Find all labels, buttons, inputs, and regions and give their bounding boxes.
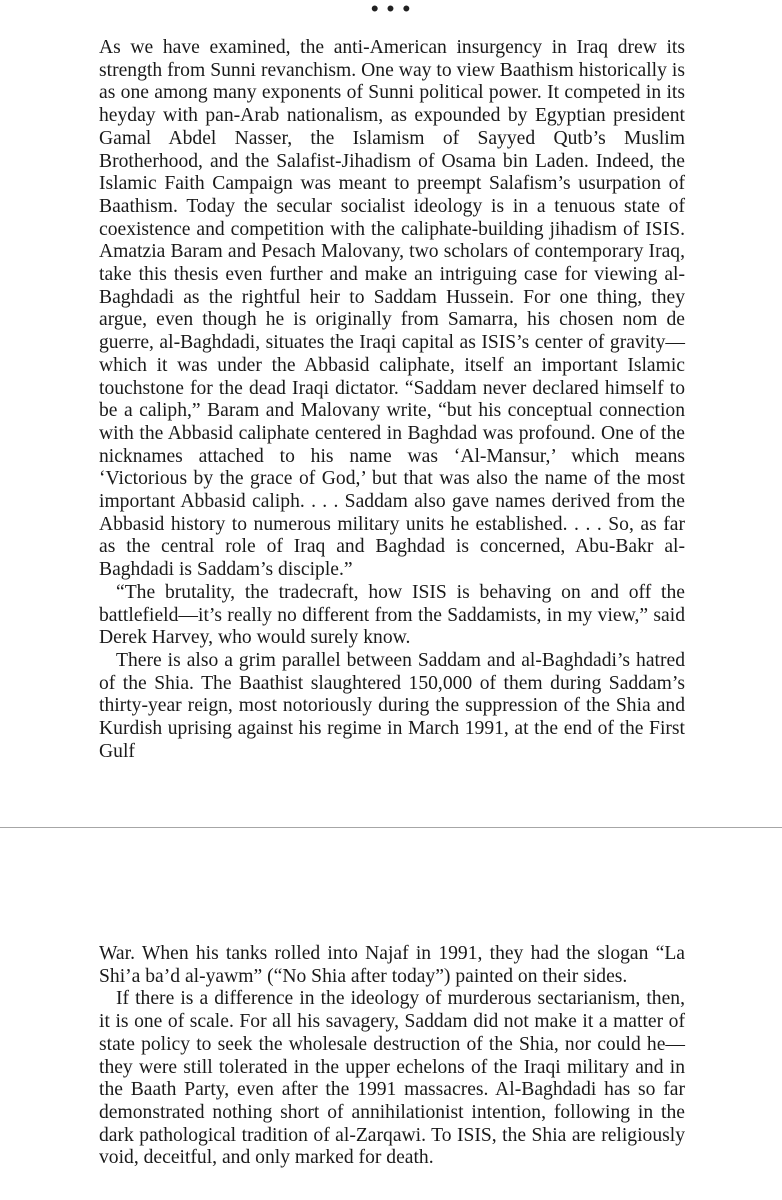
page-one-text (99, 37, 685, 764)
more-options-icon[interactable]: • • • (370, 0, 412, 21)
paragraph: If there is a difference in the ideology of murderous sectarianism, then, it is one of scale. For all his savagery, Saddam did not make it a matter of state policy to seek the wholesale destruction of the Shia, nor could he—they were still tolerated in the upper echelons of the Iraqi military and in the Baath Party, even after the 1991 massacres. Al-Baghdadi has so far demonstrated nothing short of annihilationist intention, following in the dark pathological tradition of al-Zarqawi. To ISIS, the Shia are religiously void, deceitful, and only marked for death. (99, 988, 685, 1169)
paragraph: “The brutality, the tradecraft, how ISIS is behaving on and off the battlefield—it’s really no different from the Saddamists, in my view,” said Derek Harvey, who would surely know. (99, 581, 685, 649)
paragraph: There is also a grim parallel between Saddam and al-Baghdadi’s hatred of the Shia. The Baathist slaughtered 150,000 of them during Saddam’s thirty-year reign, most notoriously during the suppression of the Shia and Kurdish uprising against his regime in March 1991, at the end of the First Gulf (99, 649, 685, 762)
paragraph: As we have examined, the anti-American insurgency in Iraq drew its strength from Sunni revanchism. One way to view Baathism historically is as one among many exponents of Sunni political power. It competed in its heyday with pan-Arab nationalism, as expounded by Egyptian president Gamal Abdel Nasser, the Islamism of Sayyed Qutb’s Muslim Brotherhood, and the Salafist-Jihadism of Osama bin Laden. Indeed, the Islamic Faith Campaign was meant to preempt Salafism’s usurpation of Baathism. Today the secular socialist ideology is in a tenuous state of coexistence and competition with the caliphate-building jihadism of ISIS. Amatzia Baram and Pesach Malovany, two scholars of contemporary Iraq, take this thesis even further and make an intriguing case for viewing al-Baghdadi as the rightful heir to Saddam Hussein. For one thing, they argue, even though he is originally from Samarra, his chosen nom de guerre, al-Baghdadi, situates the Iraqi capital as ISIS’s center of gravity—which it was under the Abbasid caliphate, itself an important Islamic touchstone for the dead Iraqi dictator. “Saddam never declared himself to be a caliph,” Baram and Malovany write, “but his conceptual connection with the Abbasid caliphate centered in Baghdad was profound. One of the nicknames attached to his name was ‘Al-Mansur,’ which means ‘Victorious by the grace of God,’ but that was also the name of the most important Abbasid caliph. . . . Saddam also gave names derived from the Abbasid history to numerous military units he established. . . . So, as far as the central role of Iraq and Baghdad is concerned, Abu-Bakr al-Baghdadi is Saddam’s disciple.” (99, 37, 685, 581)
paragraph: War. When his tanks rolled into Najaf in 1991, they had the slogan “La Shi’a ba’d al-yawm” (“No Shia after today”) painted on their sides. (99, 943, 685, 987)
page-divider (0, 827, 782, 828)
page-two-text (99, 943, 685, 1170)
